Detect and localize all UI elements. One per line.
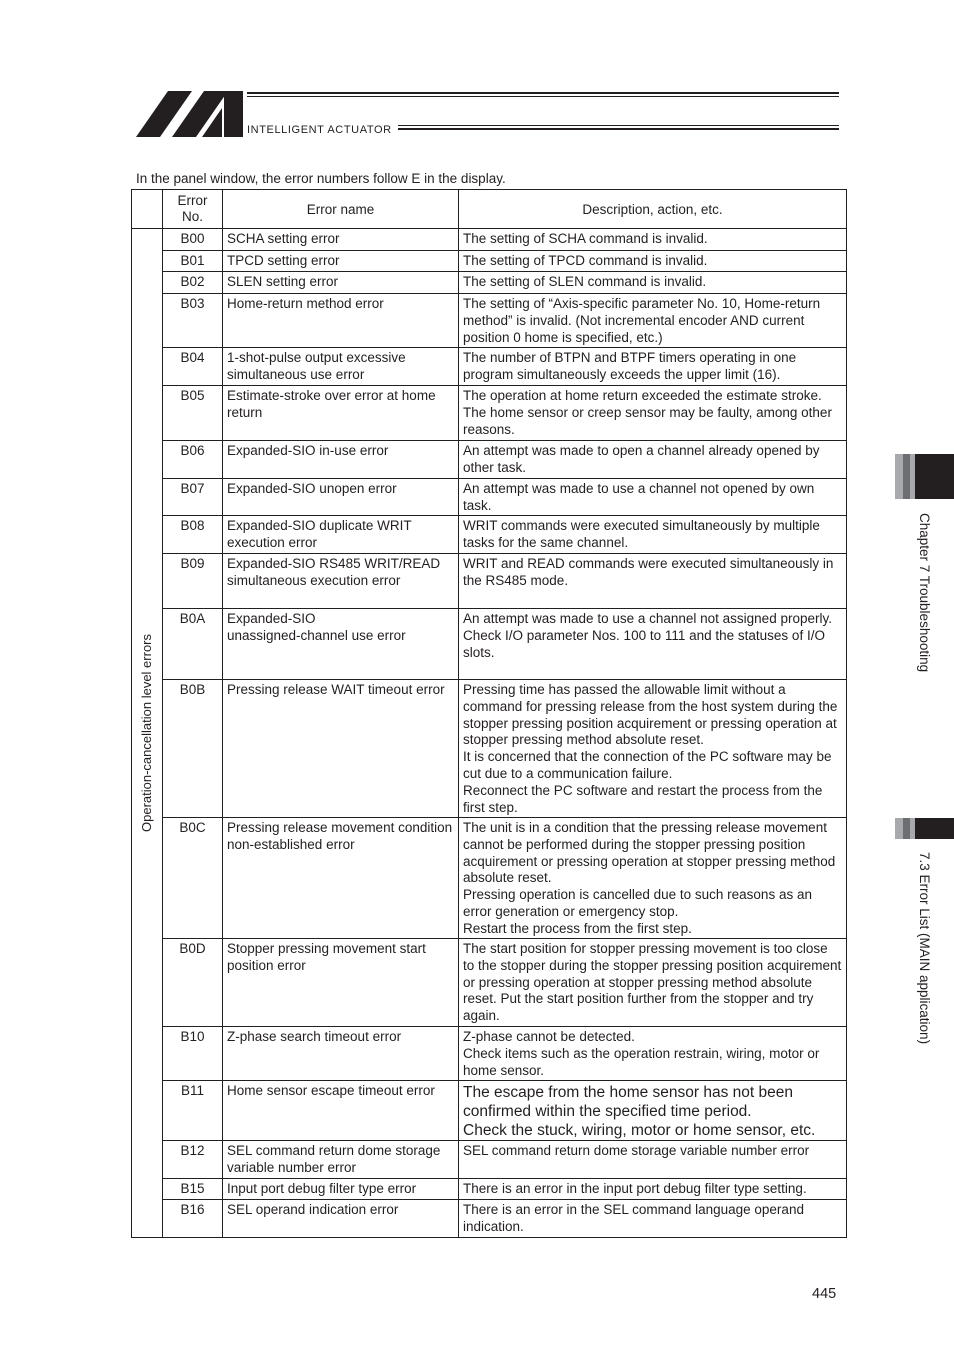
error-code: B0A bbox=[163, 609, 223, 680]
table-row bbox=[132, 251, 847, 272]
error-name: Pressing release movement condition non-established error bbox=[223, 818, 459, 939]
error-code: B07 bbox=[163, 479, 223, 516]
error-name: Home-return method error bbox=[223, 294, 459, 348]
error-code: B0B bbox=[163, 680, 223, 818]
table-row bbox=[132, 272, 847, 294]
error-code: B06 bbox=[163, 441, 223, 479]
table-row bbox=[132, 818, 847, 939]
error-code: B12 bbox=[163, 1141, 223, 1179]
error-code: B10 bbox=[163, 1027, 223, 1081]
table-row bbox=[132, 229, 847, 251]
page-number: 445 bbox=[812, 1286, 837, 1302]
error-name: SEL command return dome storage variable number error bbox=[223, 1141, 459, 1179]
error-code: B05 bbox=[163, 386, 223, 441]
table-row bbox=[132, 294, 847, 348]
header-rule bbox=[247, 96, 839, 97]
table-row bbox=[132, 516, 847, 554]
error-name: Expanded-SIO unopen error bbox=[223, 479, 459, 516]
header-category bbox=[132, 190, 163, 229]
error-name: SCHA setting error bbox=[223, 229, 459, 251]
error-code: B15 bbox=[163, 1179, 223, 1200]
error-name: Expanded-SIO duplicate WRIT execution error bbox=[223, 516, 459, 554]
section-tab-marker bbox=[895, 818, 954, 839]
chapter-label: Chapter 7 Troubleshooting bbox=[917, 513, 932, 673]
error-description: The unit is in a condition that the pressing release movement cannot be performed during the stopper pressing position acquirement or pressing operation at stopper pressing method absolute reset. Pressing operation is cancelled due to such reasons as an error generation or emergency stop. Restart the process from the first step. bbox=[459, 818, 847, 939]
header-error-name: Error name bbox=[223, 190, 459, 229]
error-name: Estimate-stroke over error at home return bbox=[223, 386, 459, 441]
error-description: The setting of “Axis-specific parameter No. 10, Home-return method” is invalid. (Not incremental encoder AND current position 0 home is specified, etc.) bbox=[459, 294, 847, 348]
error-description: There is an error in the input port debug filter type setting. bbox=[459, 1179, 847, 1200]
error-description: Pressing time has passed the allowable limit without a command for pressing release from the host system during the stopper pressing position acquirement or pressing operation at stopper pressing method absolute reset. It is concerned that the connection of the PC software may be cut due to a communication failure. Reconnect the PC software and restart the process from the first step. bbox=[459, 680, 847, 818]
table-row bbox=[132, 939, 847, 1027]
brand-text: INTELLIGENT ACTUATOR bbox=[247, 124, 392, 136]
header-rule bbox=[398, 125, 839, 126]
error-name: Expanded-SIO in-use error bbox=[223, 441, 459, 479]
table-row bbox=[132, 554, 847, 609]
error-code: B04 bbox=[163, 348, 223, 386]
table-row bbox=[132, 1200, 847, 1238]
error-description: The setting of TPCD command is invalid. bbox=[459, 251, 847, 272]
table-row bbox=[132, 479, 847, 516]
error-description: The operation at home return exceeded the estimate stroke. The home sensor or creep sensor may be faulty, among other reasons. bbox=[459, 386, 847, 441]
error-code: B0C bbox=[163, 818, 223, 939]
error-name: 1-shot-pulse output excessive simultaneous use error bbox=[223, 348, 459, 386]
error-name: Expanded-SIO RS485 WRIT/READ simultaneous execution error bbox=[223, 554, 459, 609]
table-row bbox=[132, 386, 847, 441]
error-description: There is an error in the SEL command language operand indication. bbox=[459, 1200, 847, 1238]
error-code: B08 bbox=[163, 516, 223, 554]
table-row bbox=[132, 1081, 847, 1141]
header-description: Description, action, etc. bbox=[459, 190, 847, 229]
error-name: Home sensor escape timeout error bbox=[223, 1081, 459, 1141]
error-code: B09 bbox=[163, 554, 223, 609]
error-description: An attempt was made to open a channel already opened by other task. bbox=[459, 441, 847, 479]
error-code: B0D bbox=[163, 939, 223, 1027]
error-code: B00 bbox=[163, 229, 223, 251]
error-code: B16 bbox=[163, 1200, 223, 1238]
error-description: An attempt was made to use a channel not opened by own task. bbox=[459, 479, 847, 516]
table-row bbox=[132, 1027, 847, 1081]
error-table bbox=[131, 189, 847, 1238]
error-code: B01 bbox=[163, 251, 223, 272]
error-description: An attempt was made to use a channel not assigned properly. Check I/O parameter Nos. 100 to 111 and the statuses of I/O slots. bbox=[459, 609, 847, 680]
error-description: Z-phase cannot be detected. Check items such as the operation restrain, wiring, motor or home sensor. bbox=[459, 1027, 847, 1081]
error-name: Input port debug filter type error bbox=[223, 1179, 459, 1200]
intro-text: In the panel window, the error numbers follow E in the display. bbox=[136, 171, 506, 186]
table-row bbox=[132, 1141, 847, 1179]
header-rule bbox=[247, 92, 839, 94]
error-code: B11 bbox=[163, 1081, 223, 1141]
category-cell bbox=[132, 229, 163, 1238]
error-name: Z-phase search timeout error bbox=[223, 1027, 459, 1081]
error-name: Pressing release WAIT timeout error bbox=[223, 680, 459, 818]
error-name: SLEN setting error bbox=[223, 272, 459, 294]
error-description: The escape from the home sensor has not been confirmed within the specified time period. Check the stuck, wiring, motor or home sensor, etc. bbox=[459, 1081, 847, 1141]
category-label: Operation-cancellation level errors bbox=[138, 634, 154, 832]
error-description: SEL command return dome storage variable number error bbox=[459, 1141, 847, 1179]
error-description: The setting of SCHA command is invalid. bbox=[459, 229, 847, 251]
header-error-no: Error No. bbox=[163, 190, 223, 229]
iai-logo-icon bbox=[136, 91, 246, 137]
error-name: Expanded-SIO unassigned-channel use error bbox=[223, 609, 459, 680]
table-row bbox=[132, 680, 847, 818]
error-description: The setting of SLEN command is invalid. bbox=[459, 272, 847, 294]
table-row bbox=[132, 1179, 847, 1200]
section-label: 7.3 Error List (MAIN application) bbox=[917, 852, 932, 1045]
error-description: WRIT and READ commands were executed simultaneously in the RS485 mode. bbox=[459, 554, 847, 609]
table-row bbox=[132, 348, 847, 386]
chapter-tab-marker bbox=[895, 454, 954, 499]
error-name: Stopper pressing movement start position error bbox=[223, 939, 459, 1027]
error-code: B03 bbox=[163, 294, 223, 348]
error-description: The start position for stopper pressing movement is too close to the stopper during the stopper pressing position acquirement or pressing operation at stopper pressing method absolute reset. Put the start position further from the stopper and try again. bbox=[459, 939, 847, 1027]
table-row bbox=[132, 441, 847, 479]
error-name: SEL operand indication error bbox=[223, 1200, 459, 1238]
error-code: B02 bbox=[163, 272, 223, 294]
error-name: TPCD setting error bbox=[223, 251, 459, 272]
error-description: WRIT commands were executed simultaneously by multiple tasks for the same channel. bbox=[459, 516, 847, 554]
error-description: The number of BTPN and BTPF timers operating in one program simultaneously exceeds the upper limit (16). bbox=[459, 348, 847, 386]
header-rule bbox=[398, 128, 839, 130]
table-row bbox=[132, 609, 847, 680]
